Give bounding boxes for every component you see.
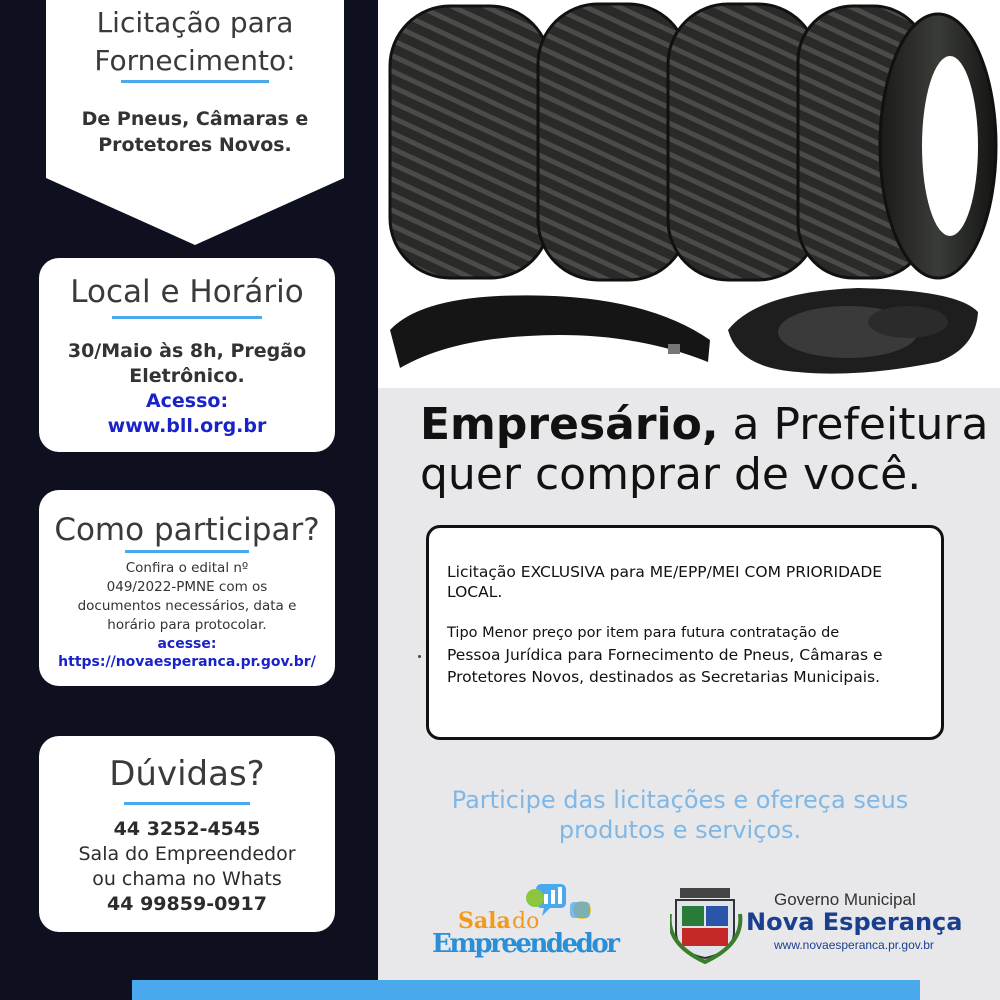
local-access-label: Acesso: [145, 390, 229, 412]
governo-url[interactable]: www.novaesperanca.pr.gov.br [774, 938, 934, 952]
tire-3 [668, 4, 818, 280]
duvidas-phone: 44 3252-4545 [113, 818, 261, 840]
governo-title: Governo Municipal [774, 890, 916, 909]
info-box [426, 525, 944, 740]
local-horario-card [39, 258, 335, 452]
do-word: do [512, 909, 540, 934]
sala-word: Sala [458, 908, 511, 934]
info-exclusive-text: Licitação EXCLUSIVA para ME/EPP/MEI COM PRIORIDADE LOCAL. [447, 563, 883, 601]
duvidas-title: Dúvidas? [109, 754, 265, 794]
participar-access-label: acesse: [157, 636, 217, 652]
tire-1 [390, 6, 550, 278]
tires-illustration [378, 0, 1000, 388]
duvidas-whats: 44 99859-0917 [107, 893, 267, 915]
coat-of-arms-icon [670, 888, 740, 962]
duvidas-card [39, 736, 335, 932]
pennant-banner [46, 0, 344, 245]
info-description: Tipo Menor preço por item para futura contratação de Pessoa Jurídica para Fornecimento de Pneus, Câmaras e Protetores Novos, destinados as Secretarias Municipais. [447, 625, 883, 686]
sala-logo-graphic [432, 880, 632, 960]
duvidas-underline [124, 802, 250, 805]
tire-4 [798, 6, 996, 278]
participar-access-link[interactable]: https://novaesperanca.pr.gov.br/ [58, 654, 316, 670]
governo-logo [670, 884, 963, 964]
participar-underline [125, 550, 249, 553]
bullet-dot [418, 655, 421, 658]
inner-tube-flat [390, 295, 710, 368]
nova-esperanca-name: Nova Esperança [746, 908, 963, 936]
empreendedor-word: Empreendedor [432, 929, 620, 959]
pennant-underline [121, 80, 269, 83]
headline: Empresário, a Prefeitura quer comprar de você. [420, 399, 989, 500]
pennant-subtitle: De Pneus, Câmaras e Protetores Novos. [81, 108, 309, 156]
local-access-link[interactable]: www.bll.org.br [107, 415, 267, 437]
pennant-title: Licitação para Fornecimento: [94, 6, 296, 77]
invite-text: Participe das licitações e ofereça seus produtos e serviços. [451, 786, 909, 844]
como-participar-card [39, 490, 335, 686]
local-text: 30/Maio às 8h, Pregão Eletrônico. [67, 340, 307, 387]
local-underline [112, 316, 262, 319]
local-title: Local e Horário [70, 274, 304, 310]
participar-title: Como participar? [54, 512, 320, 548]
tires-image [378, 0, 1000, 388]
participar-text: Confira o edital nº 049/2022-PMNE com os documentos necessários, data e horário para protocolar. [77, 560, 297, 633]
duvidas-text: 44 3252-4545 Sala do Empreendedor ou chama no Whats 44 99859-0917 [39, 817, 335, 917]
sala-empreendedor-logo [432, 880, 632, 960]
protector-band [728, 288, 978, 374]
tire-2 [538, 4, 688, 280]
bottom-accent-bar [132, 980, 920, 1000]
